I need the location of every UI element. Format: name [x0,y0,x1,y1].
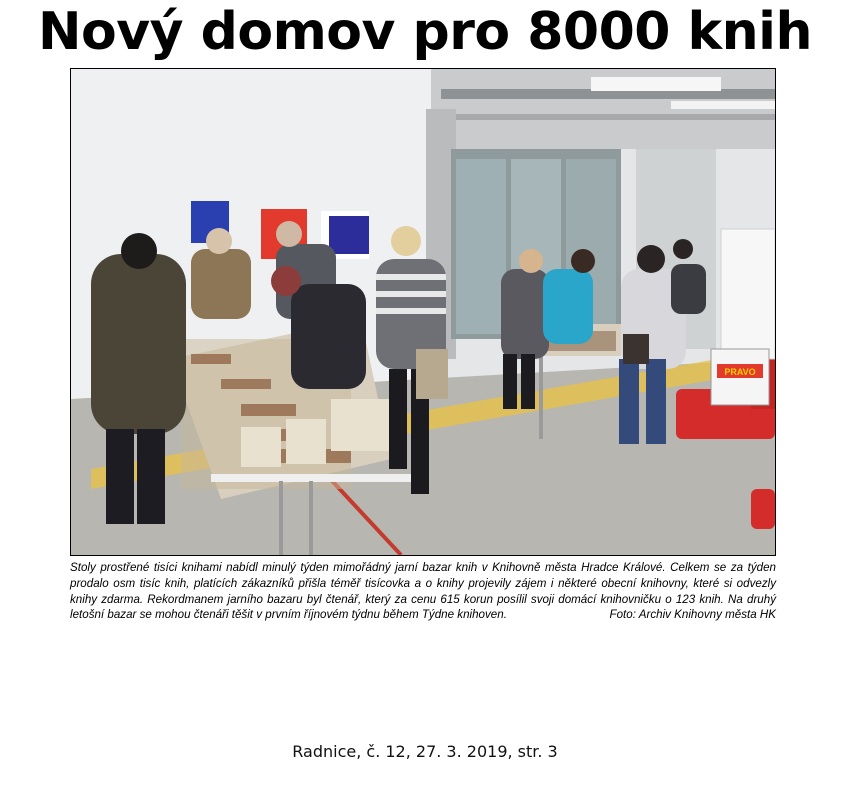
source-citation: Radnice, č. 12, 27. 3. 2019, str. 3 [292,742,558,761]
photo-credit: Foto: Archiv Knihovny města HK [609,608,776,622]
caption-text: Stoly prostřené tisíci knihami nabídl minulý týden mimořádný jarní bazar knih v Knihovně města Hradce Králové. Celkem se za týden prodalo osm tisíc knih, platících zákazníků přišla téměř tisícovka a o knihy projevily zájem i některé obecní knihovny, které si odvezly knihy zdarma. Rekordmanem jarního bazaru byl čtenář, který za cenu 615 korun posílil svoji domácí knihovničku o 123 knih. Na druhý letošní bazar se mohou čtenáři těšit v prvním říjnovém týdnu během Týdne knihoven. [70,561,776,622]
bag-logo-text: PRAVO [724,367,756,377]
photo-caption [70,560,776,623]
article-headline: Nový domov pro 8000 knih [38,2,812,62]
article-photo [70,68,776,556]
